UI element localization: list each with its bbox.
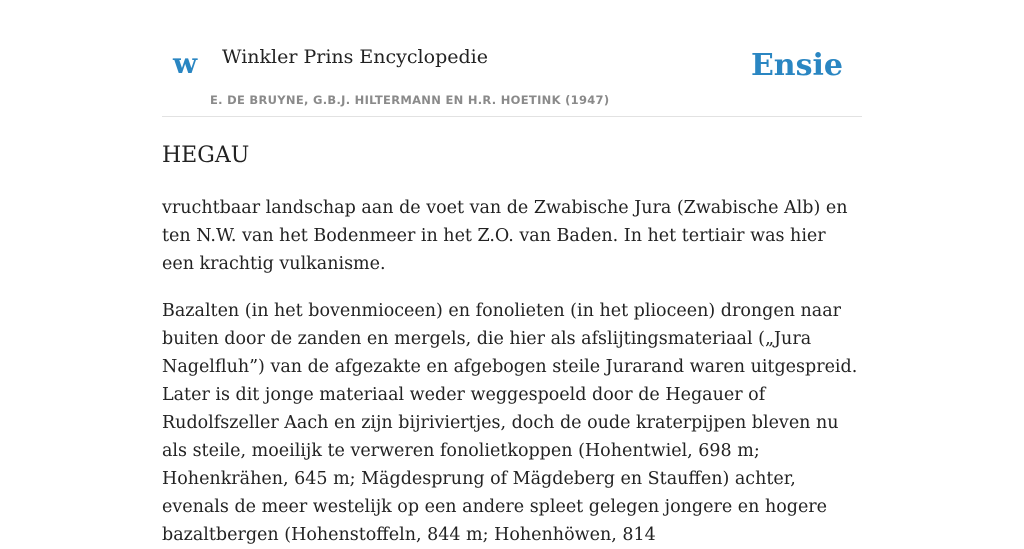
site-logo-icon[interactable]: w: [173, 47, 198, 80]
authors-line: E. DE BRUYNE, G.B.J. HILTERMANN EN H.R. HOETINK (1947): [210, 93, 610, 107]
article-paragraph: vruchtbaar landschap aan de voet van de Zwabische Jura (Zwabische Alb) en ten N.W. van het Bodenmeer in het Z.O. van Baden. In het tertiair was hier een krachtig vulkanisme.: [162, 198, 848, 275]
site-title[interactable]: Winkler Prins Encyclopedie: [222, 46, 488, 68]
article-paragraph: Bazalten (in het bovenmioceen) en fonolieten (in het plioceen) drongen naar buiten door de zanden en mergels, die hier als afslijtingsmateriaal („Jura Nagelfluh”) van de afgezakte en afgebogen steile Jurarand waren uitgespreid. Later is dit jonge materiaal weder weggespoeld door de Hegauer of Rudolfszeller Aach en zijn bijriviertjes, doch de oude kraterpijpen bleven nu als steile, moeilijk te verweren fonolietkoppen (Hohentwiel, 698 m; Hohenkrähen, 645 m; Mägdesprung of Mägdeberg en Stauffen) achter, evenals de meer westelijk op een andere spleet gelegen jongere en hogere bazaltbergen (Hohenstoffeln, 844 m; Hohenhöwen, 814: [162, 301, 858, 546]
article-title: HEGAU: [162, 143, 250, 168]
page: [162, 0, 862, 549]
brand-logo[interactable]: Ensie: [750, 48, 843, 83]
site-header: [162, 0, 862, 117]
